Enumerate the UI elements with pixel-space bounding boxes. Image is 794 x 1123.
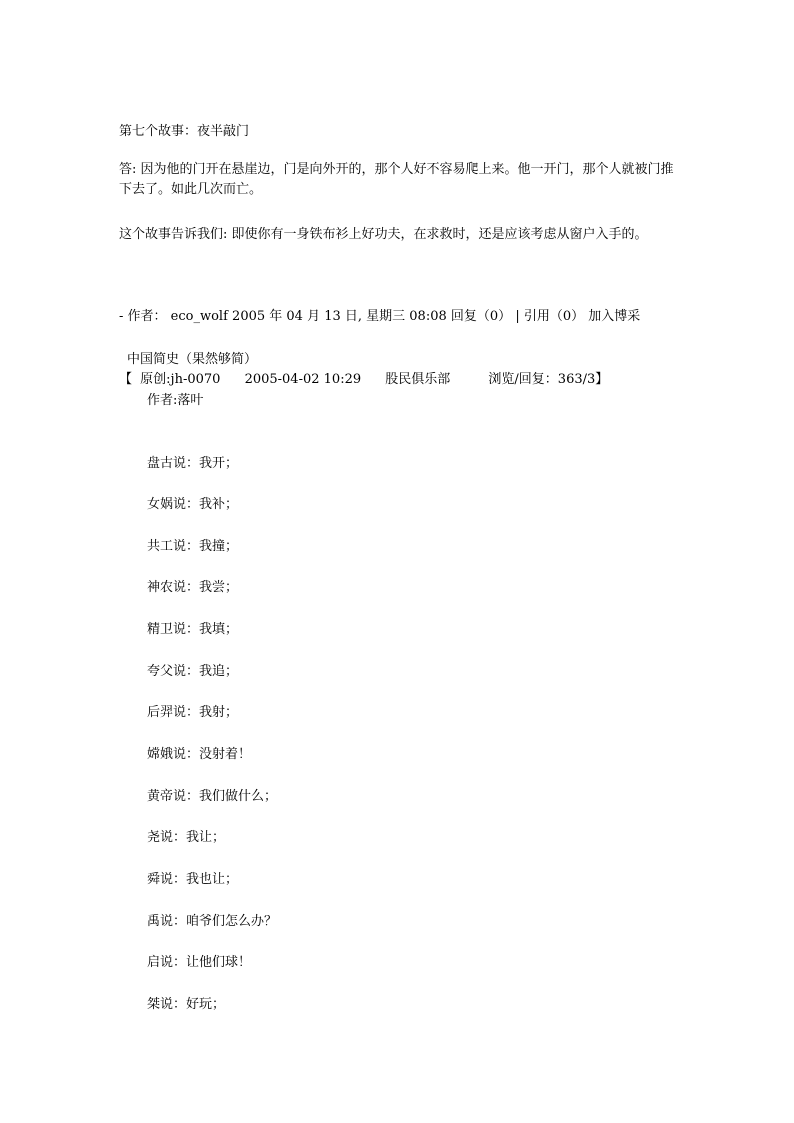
dialogue-line: 禹说：咱爷们怎么办？ <box>147 914 278 929</box>
dialogue-line: 舜说：我也让； <box>147 872 239 887</box>
dialogue-line: 启说：让他们球！ <box>147 955 252 970</box>
dialogue-line: 夸父说：我追； <box>147 664 239 679</box>
source-original: 原创:jh-0070 <box>140 372 221 387</box>
dialogue-line: 盘古说：我开； <box>147 456 239 471</box>
post-meta-line <box>119 307 679 327</box>
add-to-blog-link[interactable]: 加入博采 <box>588 309 641 324</box>
meta-separator: | <box>515 309 520 324</box>
dialogue-line: 黄帝说：我们做什么； <box>147 789 278 804</box>
meta-author-link[interactable]: eco_wolf <box>170 309 228 324</box>
post-author: 作者:落叶 <box>147 393 204 408</box>
dialogue-line: 尧说：我让； <box>147 830 226 845</box>
post-title: 中国简史（果然够简） <box>127 352 258 367</box>
source-club-link[interactable]: 股民俱乐部 <box>385 372 451 387</box>
source-stats: 浏览/回复：363/3】 <box>488 372 609 387</box>
post-source-line <box>119 368 608 387</box>
dialogue-line: 嫦娥说：没射着！ <box>147 747 252 762</box>
dialogue-line: 精卫说：我填； <box>147 622 239 637</box>
dialogue-line: 神农说：我尝； <box>147 580 239 595</box>
story-moral: 这个故事告诉我们: 即使你有一身铁布衫上好功夫，在求救时，还是应该考虑从窗户入手的。 <box>119 227 648 242</box>
source-date: 2005-04-02 10:29 <box>244 372 362 387</box>
dialogue-line: 后羿说：我射； <box>147 705 239 720</box>
dialogue-line: 桀说：好玩； <box>147 997 226 1012</box>
source-open-bracket: 【 <box>119 372 133 387</box>
dialogue-line: 共工说：我撞； <box>147 539 239 554</box>
quote-link[interactable]: 引用（0） <box>523 309 585 324</box>
dialogue-line: 女娲说：我补； <box>147 497 239 512</box>
reply-link[interactable]: 回复（0） <box>450 309 512 324</box>
story-title: 第七个故事：夜半敲门 <box>119 124 250 139</box>
meta-prefix: - 作者： <box>119 309 167 324</box>
meta-date: 2005 年 04 月 13 日, 星期三 08:08 <box>232 309 447 324</box>
story-answer: 答: 因为他的门开在悬崖边，门是向外开的，那个人好不容易爬上来。他一开门，那个人就被门推下去了。如此几次而亡。 <box>119 162 674 197</box>
